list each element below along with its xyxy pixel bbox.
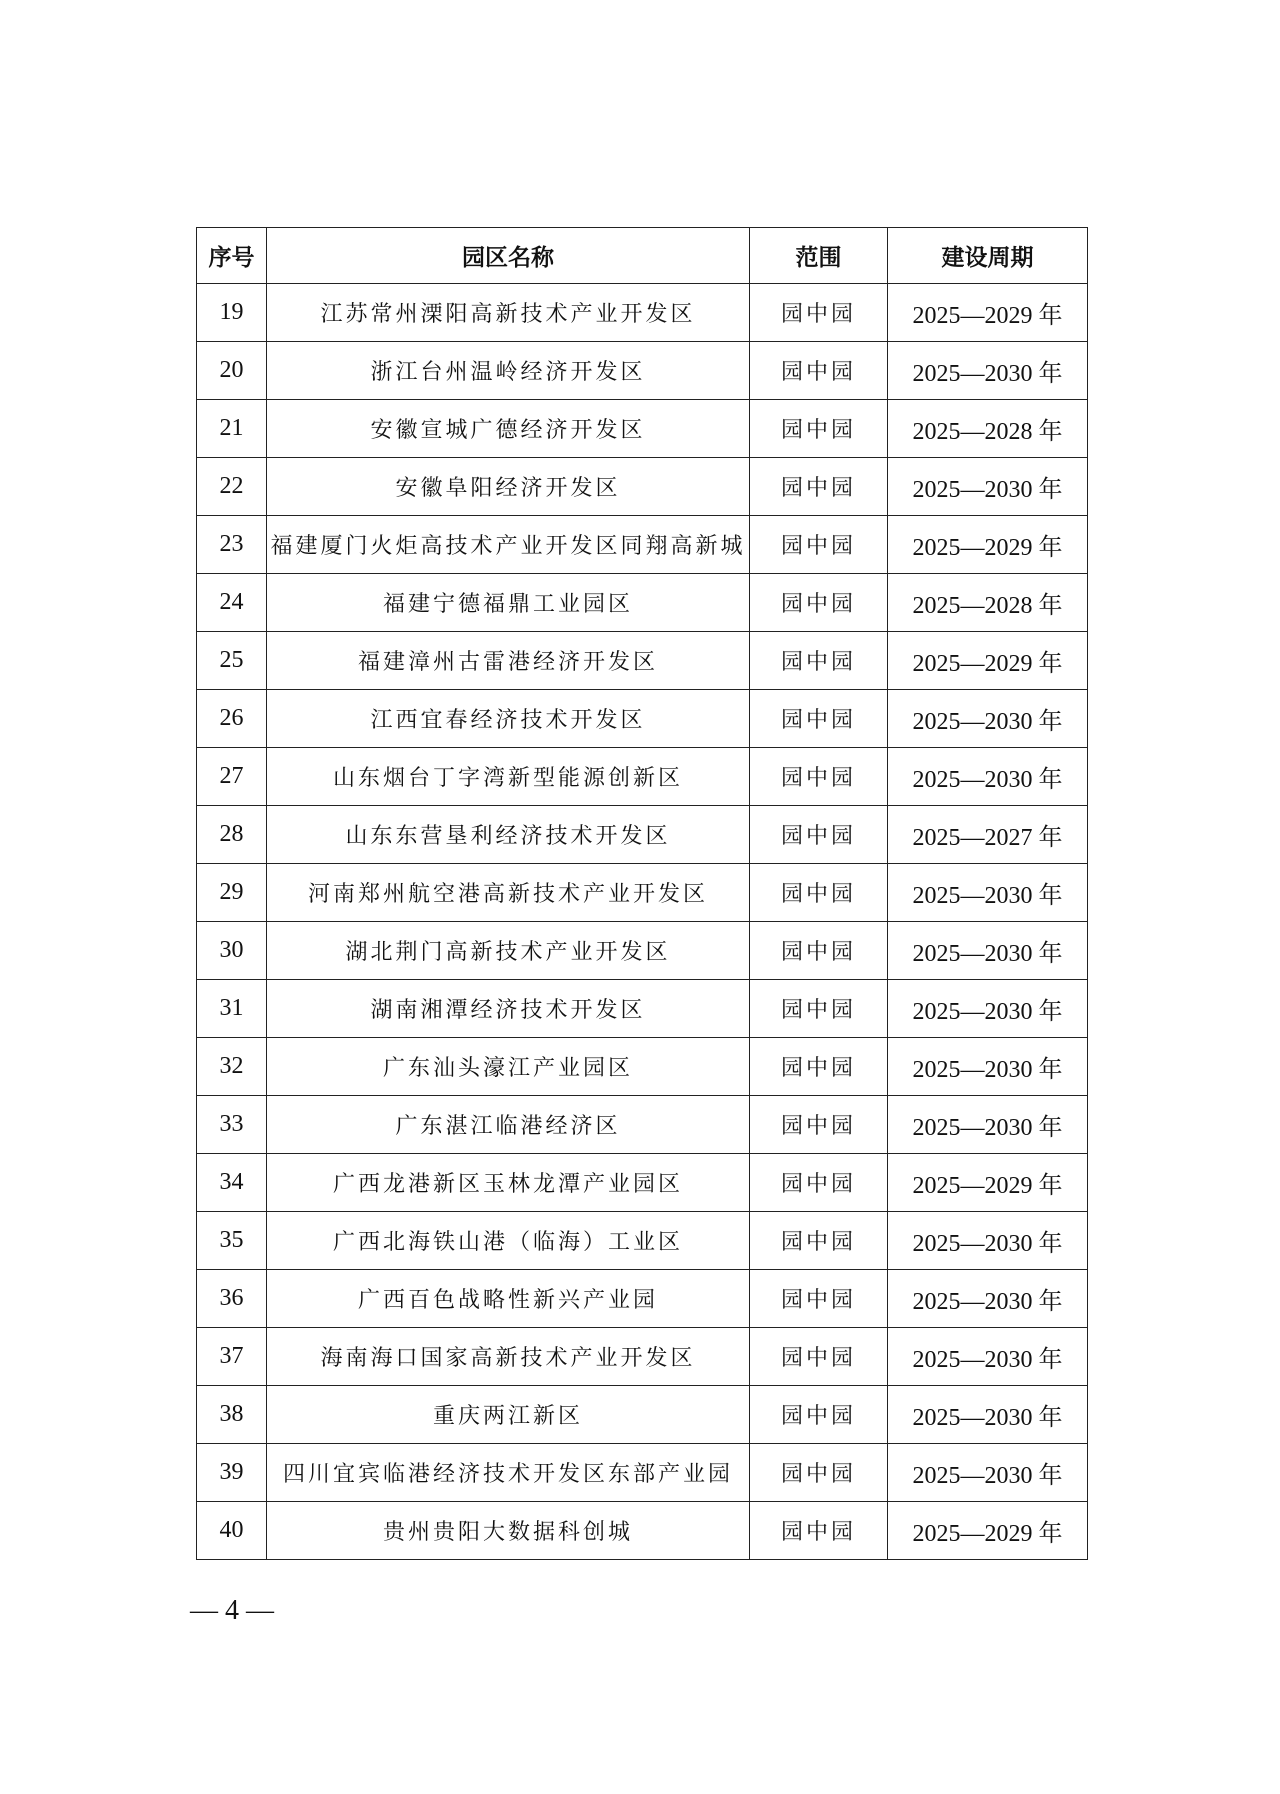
- cell-period: 2025—2029 年: [888, 632, 1088, 690]
- cell-name: 安徽阜阳经济开发区: [267, 458, 750, 516]
- cell-no: 31: [197, 980, 267, 1038]
- cell-scope: 园中园: [750, 690, 888, 748]
- table-row: [197, 1154, 1088, 1212]
- cell-period: 2025—2027 年: [888, 806, 1088, 864]
- table-row: [197, 1444, 1088, 1502]
- cell-no: 33: [197, 1096, 267, 1154]
- cell-period: 2025—2029 年: [888, 284, 1088, 342]
- table-row: [197, 864, 1088, 922]
- cell-no: 21: [197, 400, 267, 458]
- table-row: [197, 748, 1088, 806]
- cell-scope: 园中园: [750, 748, 888, 806]
- cell-no: 25: [197, 632, 267, 690]
- cell-no: 30: [197, 922, 267, 980]
- cell-name: 广东湛江临港经济区: [267, 1096, 750, 1154]
- cell-no: 20: [197, 342, 267, 400]
- cell-name: 江西宜春经济技术开发区: [267, 690, 750, 748]
- table-row: [197, 1096, 1088, 1154]
- cell-scope: 园中园: [750, 342, 888, 400]
- cell-name: 湖北荆门高新技术产业开发区: [267, 922, 750, 980]
- cell-scope: 园中园: [750, 1502, 888, 1560]
- cell-name: 湖南湘潭经济技术开发区: [267, 980, 750, 1038]
- cell-no: 34: [197, 1154, 267, 1212]
- table-row: [197, 1502, 1088, 1560]
- table-row: [197, 458, 1088, 516]
- cell-period: 2025—2030 年: [888, 980, 1088, 1038]
- table-row: [197, 980, 1088, 1038]
- cell-name: 广西北海铁山港（临海）工业区: [267, 1212, 750, 1270]
- cell-period: 2025—2030 年: [888, 1096, 1088, 1154]
- cell-scope: 园中园: [750, 284, 888, 342]
- cell-no: 37: [197, 1328, 267, 1386]
- cell-scope: 园中园: [750, 1270, 888, 1328]
- table-header: [197, 228, 1088, 284]
- cell-scope: 园中园: [750, 1212, 888, 1270]
- cell-scope: 园中园: [750, 458, 888, 516]
- cell-no: 36: [197, 1270, 267, 1328]
- cell-name: 福建漳州古雷港经济开发区: [267, 632, 750, 690]
- cell-period: 2025—2030 年: [888, 690, 1088, 748]
- cell-period: 2025—2030 年: [888, 1444, 1088, 1502]
- cell-name: 广西百色战略性新兴产业园: [267, 1270, 750, 1328]
- cell-name: 山东烟台丁字湾新型能源创新区: [267, 748, 750, 806]
- table-row: [197, 1038, 1088, 1096]
- cell-no: 28: [197, 806, 267, 864]
- cell-name: 广东汕头濠江产业园区: [267, 1038, 750, 1096]
- cell-scope: 园中园: [750, 1154, 888, 1212]
- cell-no: 23: [197, 516, 267, 574]
- cell-scope: 园中园: [750, 574, 888, 632]
- header-no: 序号: [197, 228, 267, 284]
- cell-scope: 园中园: [750, 980, 888, 1038]
- cell-name: 江苏常州溧阳高新技术产业开发区: [267, 284, 750, 342]
- cell-period: 2025—2030 年: [888, 1386, 1088, 1444]
- cell-name: 四川宜宾临港经济技术开发区东部产业园: [267, 1444, 750, 1502]
- cell-scope: 园中园: [750, 400, 888, 458]
- table-row: [197, 690, 1088, 748]
- cell-no: 27: [197, 748, 267, 806]
- header-row: [197, 228, 1088, 284]
- cell-name: 海南海口国家高新技术产业开发区: [267, 1328, 750, 1386]
- table-body: [197, 284, 1088, 1560]
- cell-period: 2025—2029 年: [888, 516, 1088, 574]
- cell-no: 22: [197, 458, 267, 516]
- cell-period: 2025—2030 年: [888, 1328, 1088, 1386]
- cell-period: 2025—2028 年: [888, 400, 1088, 458]
- cell-no: 38: [197, 1386, 267, 1444]
- cell-scope: 园中园: [750, 1328, 888, 1386]
- cell-no: 40: [197, 1502, 267, 1560]
- cell-scope: 园中园: [750, 922, 888, 980]
- cell-scope: 园中园: [750, 806, 888, 864]
- cell-period: 2025—2028 年: [888, 574, 1088, 632]
- cell-name: 贵州贵阳大数据科创城: [267, 1502, 750, 1560]
- cell-no: 24: [197, 574, 267, 632]
- cell-period: 2025—2030 年: [888, 864, 1088, 922]
- table-row: [197, 574, 1088, 632]
- cell-scope: 园中园: [750, 864, 888, 922]
- table-row: [197, 400, 1088, 458]
- cell-period: 2025—2030 年: [888, 922, 1088, 980]
- cell-period: 2025—2030 年: [888, 342, 1088, 400]
- table-row: [197, 1328, 1088, 1386]
- table-row: [197, 1386, 1088, 1444]
- header-period: 建设周期: [888, 228, 1088, 284]
- cell-no: 32: [197, 1038, 267, 1096]
- cell-scope: 园中园: [750, 1038, 888, 1096]
- cell-period: 2025—2030 年: [888, 1270, 1088, 1328]
- table-row: [197, 284, 1088, 342]
- cell-period: 2025—2030 年: [888, 1212, 1088, 1270]
- cell-name: 河南郑州航空港高新技术产业开发区: [267, 864, 750, 922]
- cell-period: 2025—2029 年: [888, 1502, 1088, 1560]
- table-row: [197, 922, 1088, 980]
- parks-table: [196, 227, 1088, 1560]
- cell-period: 2025—2030 年: [888, 748, 1088, 806]
- cell-no: 19: [197, 284, 267, 342]
- cell-scope: 园中园: [750, 1096, 888, 1154]
- cell-name: 山东东营垦利经济技术开发区: [267, 806, 750, 864]
- table-row: [197, 1212, 1088, 1270]
- table-row: [197, 806, 1088, 864]
- cell-period: 2025—2029 年: [888, 1154, 1088, 1212]
- header-scope: 范围: [750, 228, 888, 284]
- table-row: [197, 1270, 1088, 1328]
- cell-name: 广西龙港新区玉林龙潭产业园区: [267, 1154, 750, 1212]
- cell-no: 35: [197, 1212, 267, 1270]
- page-number: — 4 —: [190, 1595, 274, 1626]
- cell-scope: 园中园: [750, 516, 888, 574]
- table-row: [197, 632, 1088, 690]
- cell-period: 2025—2030 年: [888, 1038, 1088, 1096]
- cell-no: 26: [197, 690, 267, 748]
- table-row: [197, 342, 1088, 400]
- cell-name: 福建厦门火炬高技术产业开发区同翔高新城: [267, 516, 750, 574]
- cell-period: 2025—2030 年: [888, 458, 1088, 516]
- cell-no: 39: [197, 1444, 267, 1502]
- cell-scope: 园中园: [750, 1444, 888, 1502]
- cell-name: 重庆两江新区: [267, 1386, 750, 1444]
- cell-name: 浙江台州温岭经济开发区: [267, 342, 750, 400]
- cell-no: 29: [197, 864, 267, 922]
- cell-name: 安徽宣城广德经济开发区: [267, 400, 750, 458]
- table-row: [197, 516, 1088, 574]
- cell-scope: 园中园: [750, 1386, 888, 1444]
- cell-scope: 园中园: [750, 632, 888, 690]
- cell-name: 福建宁德福鼎工业园区: [267, 574, 750, 632]
- header-name: 园区名称: [267, 228, 750, 284]
